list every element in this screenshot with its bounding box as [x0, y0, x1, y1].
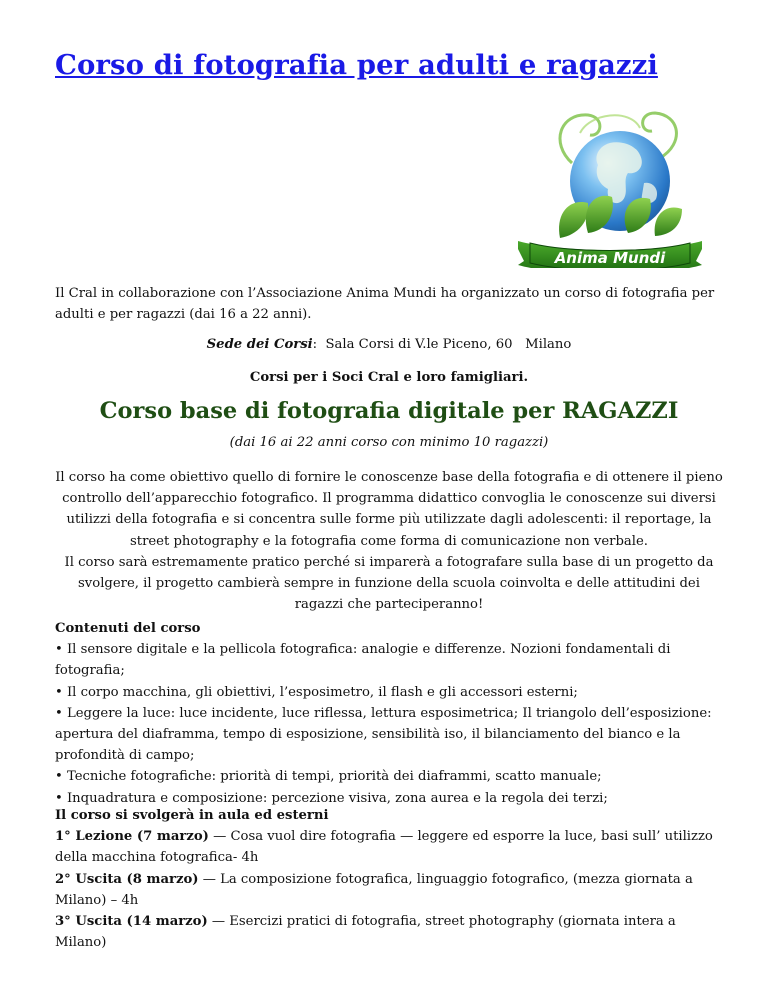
lezioni-heading: Il corso si svolgerà in aula ed esterni: [55, 808, 329, 823]
sede-label: Sede dei Corsi: [206, 337, 313, 352]
intro-paragraph: Il Cral in collaborazione con l’Associazione Anima Mundi ha organizzato un corso di fotografia per adulti e per ragazzi (dai 16 a 22 anni).: [55, 286, 715, 323]
course-description-2: Il corso sarà estremamente pratico perché si imparerà a fotografare sulla base di un progetto da svolgere, il progetto cambierà sempre in funzione della scuola coinvolta e delle attitudini dei ragazzi che parteciperanno!: [64, 554, 714, 613]
soci-line: Corsi per i Soci Cral e loro famigliari.: [249, 370, 529, 385]
lezione-label: 1° Lezione (7 marzo): [55, 829, 209, 845]
course-description: [55, 467, 723, 615]
contenuti-item: • Il sensore digitale e la pellicola fotografica: analogie e differenze. Nozioni fondamentali di fotografia;: [55, 642, 671, 679]
lezione-label: 2° Uscita (8 marzo): [55, 871, 199, 887]
contenuti-item: • Tecniche fotografiche: priorità di tempi, priorità dei diaframmi, scatto manuale;: [55, 769, 602, 785]
contenuti-section: [55, 618, 723, 809]
page-title-link[interactable]: Corso di fotografia per adulti e ragazzi: [55, 49, 658, 81]
lezioni-section: [55, 805, 723, 953]
course-subtitle: (dai 16 ai 22 anni corso con minimo 10 ragazzi): [229, 435, 549, 450]
lezione-text: — Cosa vuol dire fotografia — leggere ed esporre la luce, basi sull’ utilizzo della macchina fotografica- 4h: [55, 829, 713, 866]
lezione-text: — La composizione fotografica, linguaggio fotografico, (mezza giornata a Milano) – 4h: [55, 871, 693, 908]
lezione-item: [55, 826, 723, 868]
contenuti-item: • Inquadratura e composizione: percezione visiva, zona aurea e la regola dei terzi;: [55, 790, 608, 806]
anima-mundi-logo: [510, 103, 710, 268]
lezione-item: [55, 869, 723, 911]
contenuti-item: • Il corpo macchina, gli obiettivi, l’esposimetro, il flash e gli accessori esterni;: [55, 684, 578, 700]
sede-value: : Sala Corsi di V.le Piceno, 60 Milano: [312, 337, 572, 352]
course-description-1: Il corso ha come obiettivo quello di fornire le conoscenze base della fotografia e di ottenere il pieno controllo dell’apparecchio fotografico. Il programma didattico convoglia le conoscenze sui diversi utilizzi della fotografia e si concentra sulle forme più utilizzate dagli adolescenti: il reportage, la street photography e la fotografia come forma di comunicazione non verbale.: [55, 470, 723, 549]
lezione-text: — Esercizi pratici di fotografia, street photography (giornata intera a Milano): [55, 914, 676, 951]
contenuti-item: • Leggere la luce: luce incidente, luce riflessa, lettura esposimetrica; Il triangolo dell’esposizione: apertura del diaframma, tempo di esposizione, sensibilità iso, il bilanciamento del bianco e la profondità di campo;: [55, 705, 712, 764]
contenuti-heading: Contenuti del corso: [55, 621, 201, 636]
course-title: Corso base di fotografia digitale per RAGAZZI: [99, 398, 679, 424]
svg-text:Anima Mundi: Anima Mundi: [554, 249, 666, 267]
lezione-label: 3° Uscita (14 marzo): [55, 914, 208, 930]
sede-line: [55, 334, 723, 355]
lezione-item: [55, 911, 723, 953]
